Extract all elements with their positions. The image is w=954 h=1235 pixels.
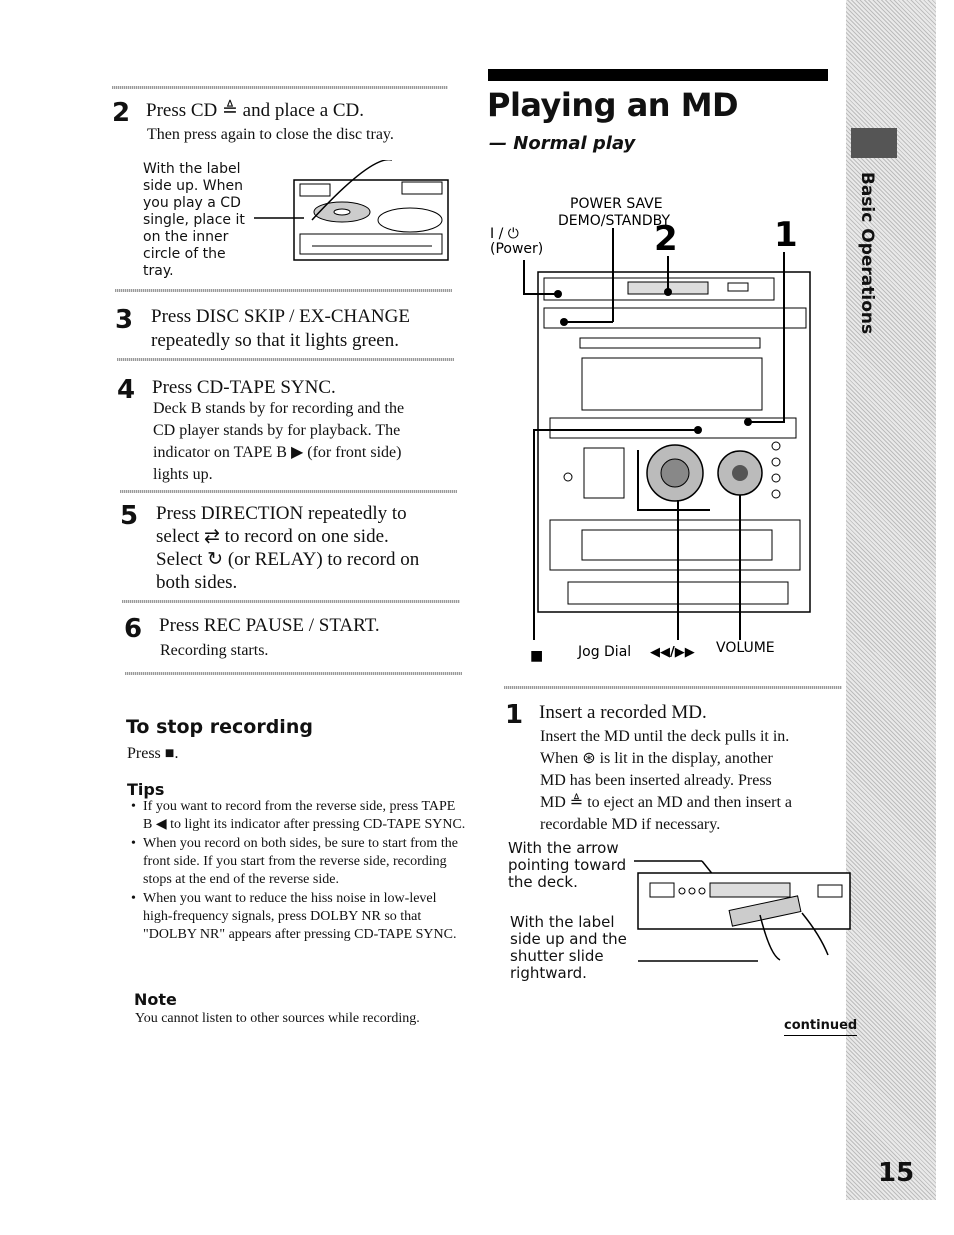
tip-item: • When you record on both sides, be sure to start from the front side. If you start from the reverse side, recording stops at the end of the reverse side. [143, 835, 467, 889]
step-heading: Press CD ≜ and place a CD. [146, 100, 365, 121]
step-body: Recording starts. [160, 642, 269, 659]
step-body: Insert the MD until the deck pulls it in. When ⊛ is lit in the display, another MD has been inserted already. Press MD ≜ to eject an MD and then insert a recordable MD if necessary. [540, 728, 793, 833]
label-skip: ◀◀/▶▶ [650, 645, 695, 660]
label-jog-dial: Jog Dial [578, 644, 632, 660]
md-arrow-caption: With the arrow pointing toward the deck. [508, 839, 627, 891]
stop-recording-body: Press ■. [127, 745, 179, 762]
section-tab-marker [851, 128, 897, 158]
label-power: (Power) [490, 241, 544, 257]
md-insertion-illustration [630, 855, 852, 965]
divider [117, 358, 454, 361]
step-number: 2 [112, 98, 131, 128]
step-heading: Press DIRECTION repeatedly to select ⇄ to record on one side. Select ↻ (or RELAY) to record on both sides. [156, 503, 420, 593]
cd-tray-illustration [252, 160, 452, 264]
stop-recording-heading: To stop recording [126, 716, 313, 738]
page-title: Playing an MD [487, 86, 739, 124]
divider [504, 686, 842, 689]
continued-label: continued [784, 1018, 857, 1036]
page-subtitle: — Normal play [489, 133, 636, 154]
title-bar [488, 69, 828, 81]
step-number: 6 [124, 614, 143, 644]
callout-1: 1 [774, 215, 798, 255]
divider [122, 600, 460, 603]
note-body: You cannot listen to other sources while recording. [135, 1011, 420, 1026]
step-number: 1 [505, 700, 524, 730]
section-label: Basic Operations [857, 171, 877, 335]
callout-2: 2 [654, 219, 678, 259]
tips-heading: Tips [127, 780, 165, 799]
step-heading: Press CD-TAPE SYNC. [152, 377, 336, 398]
label-volume: VOLUME [716, 640, 775, 656]
step-body: Deck B stands by for recording and the CD player stands by for playback. The indicator on TAPE B ▶ (for front side) lights up. [153, 400, 405, 483]
tip-item: • When you want to reduce the hiss noise in low-level high-frequency signals, press DOLBY NR so that "DOLBY NR" appears after pressing CD-TAPE SYNC. [143, 890, 467, 944]
cd-tray-caption: With the label side up. When you play a CD single, place it on the inner circle of the tray. [143, 161, 245, 279]
divider [115, 289, 452, 292]
label-demo-standby: DEMO/STANDBY [558, 213, 671, 229]
label-power-symbol: I / ⏻ [490, 226, 519, 242]
step-heading: Insert a recorded MD. [539, 702, 707, 723]
tips-list [129, 798, 467, 945]
step-body: Then press again to close the disc tray. [147, 126, 394, 143]
step-number: 5 [120, 501, 139, 531]
divider [120, 490, 457, 493]
note-heading: Note [134, 990, 177, 1009]
label-power-save: POWER SAVE [570, 196, 663, 212]
divider [125, 672, 462, 675]
md-label-caption: With the label side up and the shutter slide rightward. [510, 913, 627, 982]
tip-item: • If you want to record from the reverse side, press TAPE B ◀ to light its indicator after pressing CD-TAPE SYNC. [143, 798, 467, 834]
label-stop: ■ [530, 648, 544, 664]
stereo-system-illustration [488, 190, 823, 670]
step-heading: Press DISC SKIP / EX-CHANGE [151, 306, 410, 327]
divider [112, 86, 448, 89]
step-heading: Press REC PAUSE / START. [159, 615, 380, 636]
step-heading-line2: repeatedly so that it lights green. [151, 330, 399, 351]
step-number: 3 [115, 305, 134, 335]
step-number: 4 [117, 375, 136, 405]
page-number: 15 [878, 1158, 915, 1188]
